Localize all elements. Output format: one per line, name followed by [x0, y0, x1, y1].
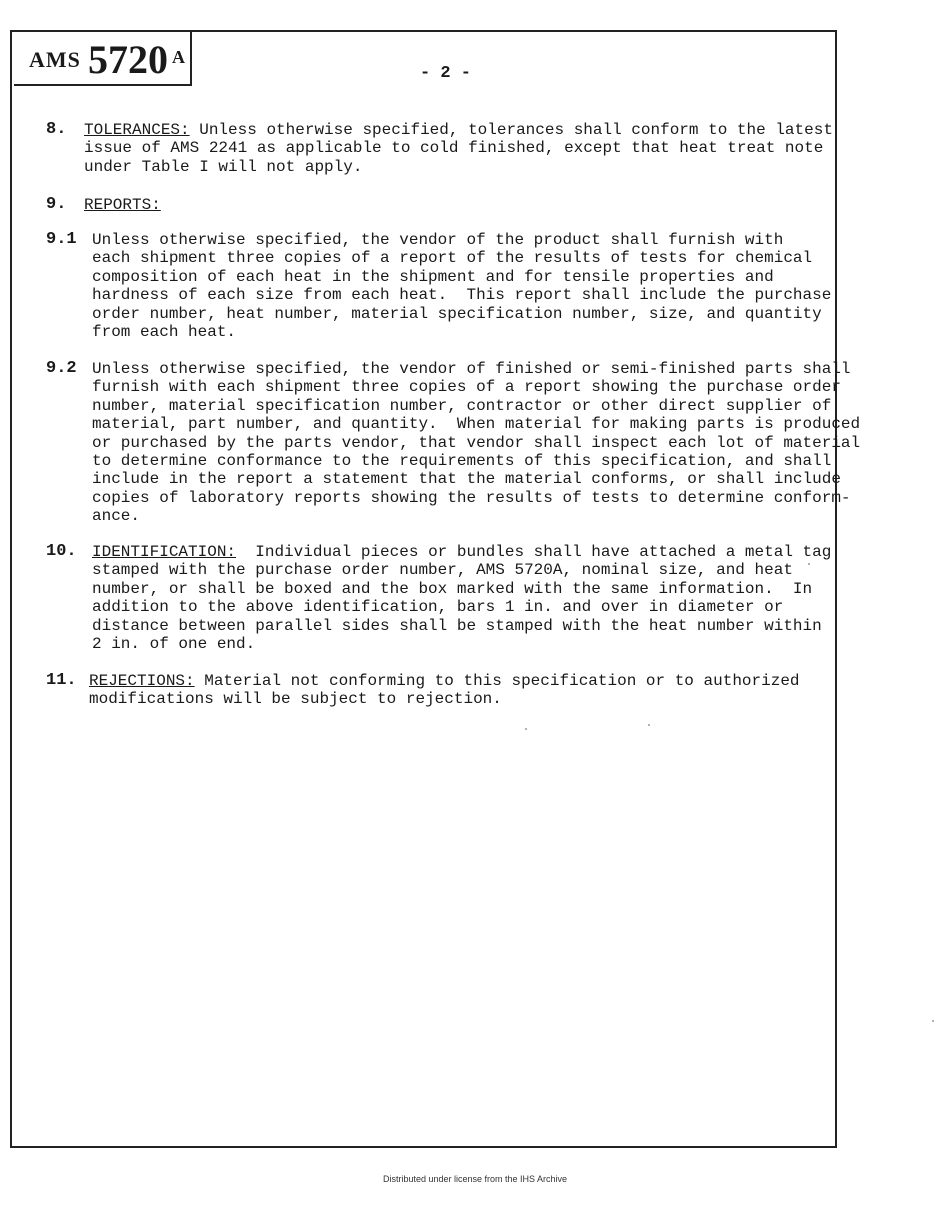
section-9-1-line: order number, heat number, material specification number, size, and quantity [92, 304, 822, 323]
section-8-number: 8. [46, 120, 67, 139]
section-9-2-line: number, material specification number, contractor or other direct supplier of [92, 396, 832, 415]
section-10-line: number, or shall be boxed and the box marked with the same information. In [92, 579, 813, 598]
spec-number-box [14, 32, 192, 86]
spec-prefix: AMS [29, 47, 81, 72]
section-9-line-1 [84, 196, 161, 214]
spec-number: 5720 [88, 37, 168, 82]
scan-speck [932, 1020, 934, 1022]
scan-speck [808, 563, 810, 565]
section-9-1-number: 9.1 [46, 230, 77, 249]
page-frame-bottom [10, 1146, 836, 1148]
section-11-text-1: Material not conforming to this specification or to authorized [194, 672, 800, 690]
section-9-number: 9. [46, 195, 67, 214]
page-frame-right [835, 30, 837, 1148]
section-9-2-line: Unless otherwise specified, the vendor of finished or semi-finished parts shall [92, 360, 851, 378]
footer-license: Distributed under license from the IHS Archive [382, 1174, 568, 1184]
section-9-1-line: hardness of each size from each heat. This report shall include the purchase [92, 286, 832, 305]
section-9-2-line: furnish with each shipment three copies of a report showing the purchase order [92, 378, 841, 397]
section-8-line-2: issue of AMS 2241 as applicable to cold finished, except that heat treat note [84, 139, 824, 158]
section-9-1-line: from each heat. [92, 323, 237, 341]
section-10-number: 10. [46, 542, 77, 561]
spec-revision: A [172, 47, 185, 67]
section-11-heading: REJECTIONS: [89, 672, 195, 690]
section-10-line: distance between parallel sides shall be stamped with the heat number within [92, 616, 822, 635]
section-8-text-1: Unless otherwise specified, tolerances shall conform to the latest [189, 121, 833, 139]
section-9-2-line: include in the report a statement that the material conforms, or shall include [92, 470, 841, 489]
section-8-line-1 [84, 121, 833, 139]
section-10-heading: IDENTIFICATION: [92, 543, 237, 561]
page-number: - 2 - [420, 64, 472, 83]
section-10-text-1: Individual pieces or bundles shall have attached a metal tag [236, 543, 832, 561]
section-8-line-3: under Table I will not apply. [84, 157, 363, 176]
section-9-2-line: or purchased by the parts vendor, that vendor shall inspect each lot of material [92, 433, 861, 452]
section-9-2-line: ance. [92, 507, 141, 526]
scan-speck [648, 724, 650, 726]
section-10-line: stamped with the purchase order number, AMS 5720A, nominal size, and heat [92, 561, 793, 580]
page-frame-left [10, 30, 12, 1148]
section-11-line-1 [89, 672, 800, 690]
section-9-2-line: to determine conformance to the requirements of this specification, and shall [92, 452, 832, 470]
section-10-line-1 [92, 543, 831, 561]
section-9-1-line: each shipment three copies of a report of the results of tests for chemical [92, 249, 813, 268]
section-11-number: 11. [46, 671, 77, 690]
section-9-2-line: copies of laboratory reports showing the results of tests to determine conform- [92, 488, 851, 507]
section-8-heading: TOLERANCES: [84, 121, 190, 139]
section-9-heading: REPORTS: [84, 196, 161, 214]
section-10-line: 2 in. of one end. [92, 635, 256, 653]
section-9-2-number: 9.2 [46, 359, 77, 378]
section-9-1-line: Unless otherwise specified, the vendor of the product shall furnish with [92, 231, 784, 249]
section-9-1-line: composition of each heat in the shipment and for tensile properties and [92, 267, 774, 286]
scan-speck [525, 728, 527, 730]
section-10-line: addition to the above identification, bars 1 in. and over in diameter or [92, 598, 784, 617]
section-9-2-line: material, part number, and quantity. When material for making parts is produced [92, 415, 861, 434]
section-11-line-2: modifications will be subject to rejection. [89, 690, 502, 709]
